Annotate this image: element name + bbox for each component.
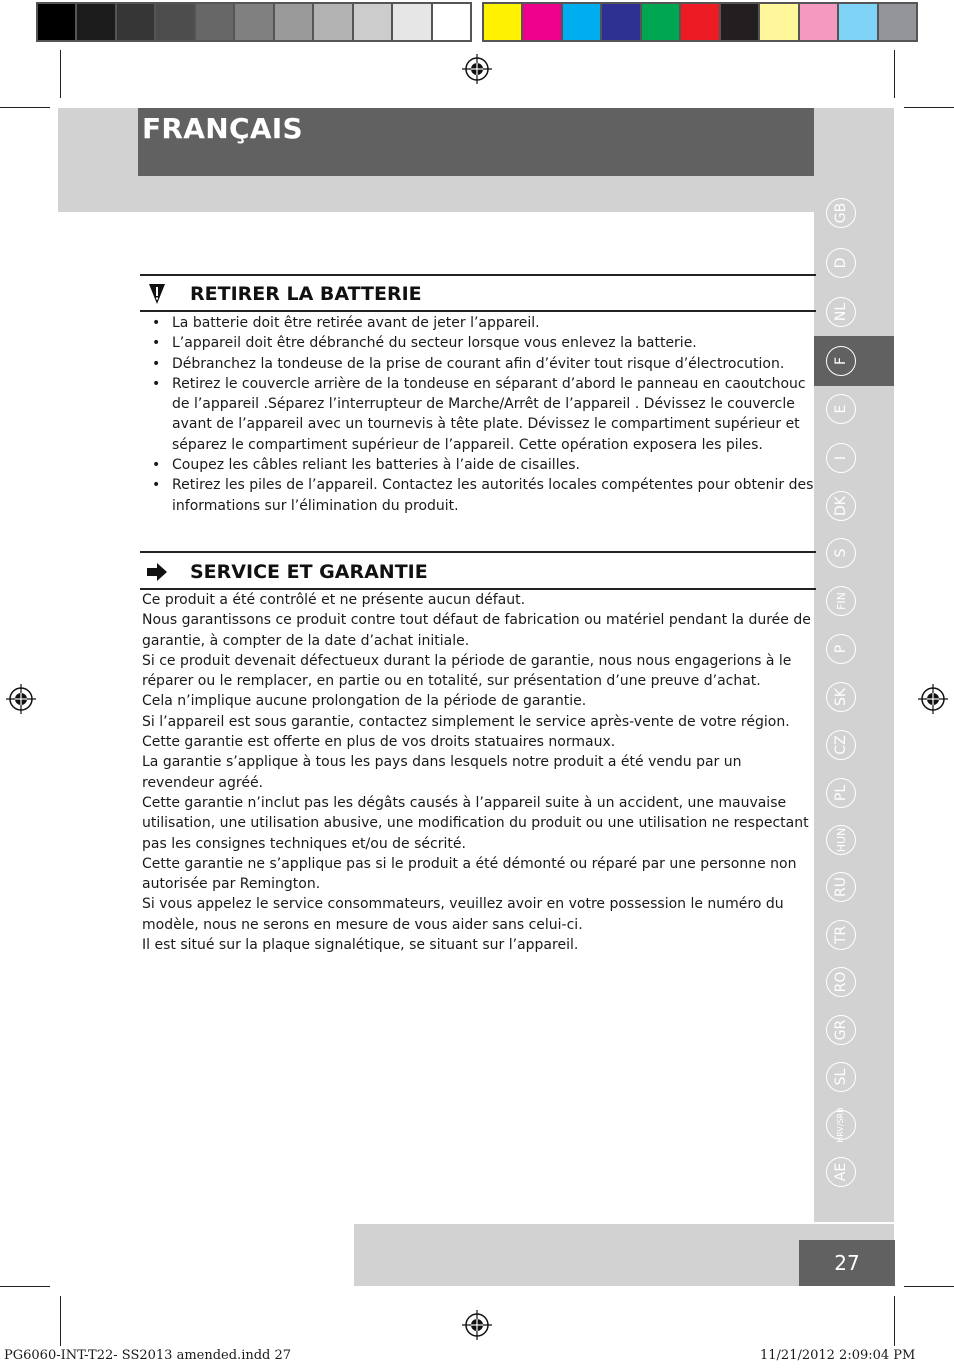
color-swatch (721, 4, 760, 40)
paragraph: Si l’appareil est sous garantie, contactez simplement le service après-vente de votre région. (142, 713, 790, 730)
list-item: • Retirez le couvercle arrière de la tondeuse en séparant d’abord le panneau en caoutchouc de l’appareil .Séparez l’interrupteur de Marche/Arrêt de l’appareil . Dévissez le couvercle avant de l’appareil avec un tournevis à tête plate. Dévissez le compartiment supérieur et séparez le compartiment supérieur de l’appareil. Cette opération exposera les piles. (142, 374, 822, 455)
registration-mark-icon (462, 1310, 492, 1340)
language-tab-gr[interactable]: GR (826, 1015, 856, 1045)
crop-mark (60, 50, 61, 98)
color-swatch (77, 4, 116, 40)
color-swatch (879, 4, 916, 40)
grayscale-color-bar (36, 2, 472, 42)
list-item: • Coupez les câbles reliant les batteries à l’aide de cisailles. (142, 455, 822, 475)
color-swatch (563, 4, 602, 40)
language-tab-p[interactable]: P (826, 634, 856, 664)
language-tab-gb[interactable]: GB (826, 198, 856, 228)
color-swatch (156, 4, 195, 40)
language-tab-tr[interactable]: TR (826, 920, 856, 950)
paragraph: Cette garantie n’inclut pas les dégâts causés à l’appareil suite à un accident, une mauvaise utilisation, une utilisation abusive, une modification du produit ou une utilisation ne respectant pas les consignes techniques et/ou de sécrité. (142, 794, 809, 852)
language-tab-i[interactable]: I (826, 443, 856, 473)
language-tab-f[interactable]: F (826, 346, 856, 376)
paragraph: Si ce produit devenait défectueux durant la période de garantie, nous nous engagerions à le réparer ou le remplacer, en partie ou en totalité, sur présentation d’une preuve d’achat. (142, 652, 792, 690)
arrow-right-icon (142, 560, 172, 584)
page-number: 27 (799, 1240, 895, 1286)
language-tab-pl[interactable]: PL (826, 778, 856, 808)
color-swatch (800, 4, 839, 40)
list-item: • Débranchez la tondeuse de la prise de courant afin d’éviter tout risque d’électrocution. (142, 354, 822, 374)
crop-mark (0, 1286, 50, 1287)
color-swatch (681, 4, 720, 40)
paragraph: La garantie s’applique à tous les pays dans lesquels notre produit a été vendu par un revendeur agréé. (142, 754, 742, 791)
color-swatch (602, 4, 641, 40)
warranty-text (142, 590, 812, 955)
paragraph: Nous garantissons ce produit contre tout défaut de fabrication ou matériel pendant la durée de garantie, à compter de la date d’achat initiale. (142, 612, 811, 649)
list-item: • L’appareil doit être débranché du secteur lorsque vous enlevez la batterie. (142, 333, 822, 353)
section-heading-text: SERVICE ET GARANTIE (190, 561, 428, 583)
warning-icon (142, 282, 172, 306)
color-swatch (760, 4, 799, 40)
language-tab-cz[interactable]: CZ (826, 730, 856, 760)
language-tab-ae[interactable]: AE (826, 1157, 856, 1187)
print-timestamp: 11/21/2012 2:09:04 PM (760, 1348, 916, 1363)
language-tab-hrv-srb[interactable]: HRV/SRB (826, 1110, 856, 1140)
crop-mark (894, 1296, 895, 1346)
color-swatch (484, 4, 523, 40)
color-swatch (314, 4, 353, 40)
color-swatch (275, 4, 314, 40)
language-tab-ru[interactable]: RU (826, 872, 856, 902)
color-swatch (235, 4, 274, 40)
language-tab-nl[interactable]: NL (826, 297, 856, 327)
paragraph: Cette garantie est offerte en plus de vos droits statuaires normaux. (142, 734, 616, 751)
language-tab-d[interactable]: D (826, 248, 856, 278)
section-rule (140, 551, 816, 553)
section-heading-warranty (142, 560, 428, 584)
crop-mark (0, 107, 50, 108)
list-item: • Retirez les piles de l’appareil. Contactez les autorités locales compétentes pour obtenir des informations sur l’élimination du produit. (142, 475, 822, 516)
language-tab-sk[interactable]: SK (826, 682, 856, 712)
color-swatch (196, 4, 235, 40)
color-swatch (117, 4, 156, 40)
color-swatch (523, 4, 562, 40)
paragraph: Si vous appelez le service consommateurs, veuillez avoir en votre possession le numéro du modèle, nous ne serons en mesure de vous aider sans celui-ci. (142, 896, 784, 933)
color-swatch (393, 4, 432, 40)
registration-mark-icon (918, 684, 948, 714)
language-tab-sl[interactable]: SL (826, 1062, 856, 1092)
language-tab-ro[interactable]: RO (826, 967, 856, 997)
color-swatch (354, 4, 393, 40)
color-swatch (38, 4, 77, 40)
language-tab-fin[interactable]: FIN (826, 586, 856, 616)
section-heading-battery (142, 282, 422, 306)
battery-instructions-list (142, 313, 822, 516)
language-tab-dk[interactable]: DK (826, 491, 856, 521)
paragraph: Ce produit a été contrôlé et ne présente aucun défaut. (142, 592, 526, 608)
crop-mark (904, 107, 954, 108)
process-color-bar (482, 2, 918, 42)
paragraph: Cette garantie ne s’applique pas si le produit a été démonté ou réparé par une personne non autorisée par Remington. (142, 855, 797, 893)
registration-mark-icon (6, 684, 36, 714)
paragraph: Cela n’implique aucune prolongation de la période de garantie. (142, 693, 587, 710)
file-info: PG6060-INT-T22- SS2013 amended.indd 27 (4, 1348, 292, 1363)
crop-mark (60, 1296, 61, 1346)
color-swatch (839, 4, 878, 40)
section-rule (140, 274, 816, 276)
language-tab-s[interactable]: S (826, 538, 856, 568)
section-rule (140, 310, 816, 312)
list-item: • La batterie doit être retirée avant de jeter l’appareil. (142, 313, 822, 333)
registration-mark-icon (462, 54, 492, 84)
page-title: FRANÇAIS (142, 112, 303, 145)
paragraph: Il est situé sur la plaque signalétique, se situant sur l’appareil. (142, 937, 579, 954)
crop-mark (894, 50, 895, 98)
section-heading-text: RETIRER LA BATTERIE (190, 283, 422, 305)
crop-mark (904, 1286, 954, 1287)
color-swatch (642, 4, 681, 40)
language-tab-hun[interactable]: HUN (826, 825, 856, 855)
color-swatch (433, 4, 470, 40)
language-tab-e[interactable]: E (826, 394, 856, 424)
